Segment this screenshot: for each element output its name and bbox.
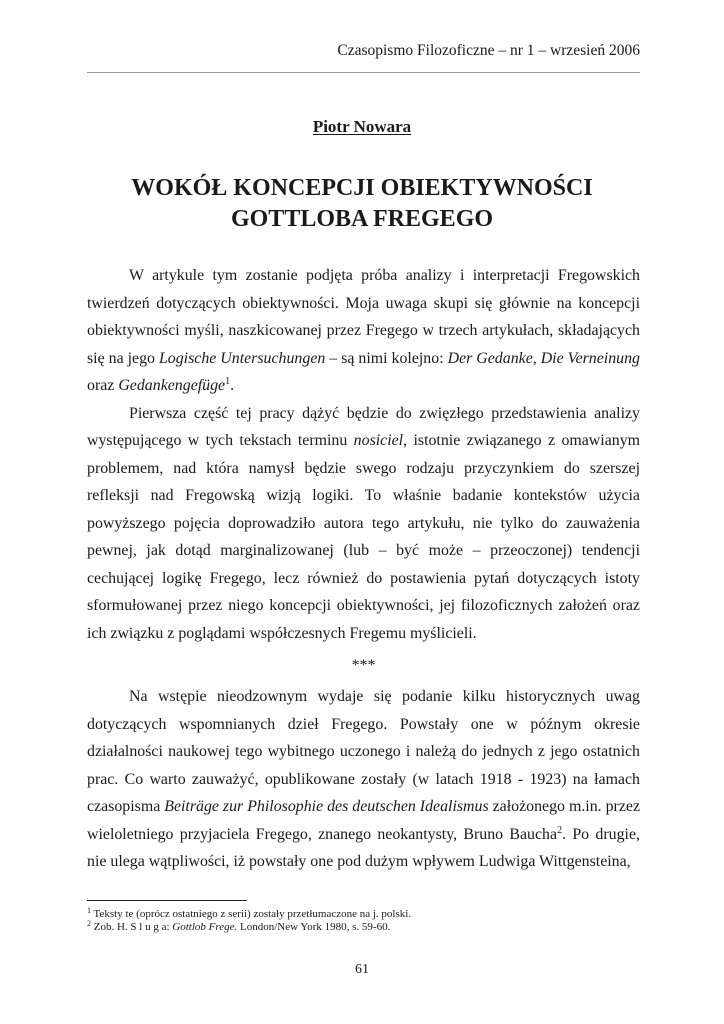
- footnote-2: [87, 921, 640, 934]
- paragraph-1: [87, 262, 640, 400]
- footnote-1: [87, 908, 640, 921]
- paragraph-2: [87, 400, 640, 648]
- section-separator: ***: [351, 657, 376, 674]
- footnote-2-text-a: Zob. H. S l u g a:: [91, 921, 173, 933]
- header-rule: [87, 72, 640, 73]
- footnote-rule: [87, 900, 247, 901]
- p2-italic-a: nosiciel: [353, 432, 404, 449]
- footnotes: [87, 908, 640, 934]
- footnote-1-text: Teksty te (oprócz ostatniego z serii) zostały przetłumaczone na j. polski.: [91, 908, 412, 920]
- p1-italic-b: Der Gedanke: [447, 349, 533, 367]
- title-line-1: WOKÓŁ KONCEPCJI OBIEKTYWNOŚCI: [131, 175, 593, 201]
- p2-text-a: Pierwsza część tej pracy dążyć będzie do zwięzłego przedstawienia analizy występującego w tych tekstach terminu: [87, 404, 640, 449]
- p1-text-a: W artykule tym zostanie podjęta próba analizy i interpretacji Fregowskich twierdzeń dotyczących obiektywności. Moja uwaga skupi się głównie na koncepcji obiektywności myśli, naszkicowanej przez Fregego w trzech artykułach, składających się na jego: [87, 267, 640, 367]
- page-number: 61: [355, 962, 369, 977]
- p1-text-d: oraz: [87, 377, 119, 394]
- paragraph-3: [87, 683, 640, 876]
- p3-text-c: . Po drugie, nie ulega wątpliwości, iż powstały one pod dużym wpływem Ludwiga Wittgensteina,: [87, 825, 640, 870]
- title-line-2: GOTTLOBA FREGEGO: [230, 206, 494, 232]
- footnote-1-number: 1: [87, 906, 91, 915]
- journal-title: Czasopismo Filozoficzne – nr 1 – wrzesień 2006: [337, 42, 640, 59]
- p1-text-b: – są nimi kolejno:: [325, 349, 448, 367]
- footnote-ref-2[interactable]: 2: [557, 824, 563, 836]
- p1-text-e: .: [230, 377, 235, 394]
- p1-italic-d: Gedankengefüge: [118, 377, 226, 394]
- p1-text-c: ,: [532, 349, 541, 367]
- author-name: [0, 117, 724, 137]
- p3-italic-a: Beiträge zur Philosophie des deutschen Idealismus: [164, 798, 489, 815]
- p3-text-a: Na wstępie nieodzownym wydaje się podanie kilku historycznych uwag dotyczących wspomnianych dzieł Fregego. Powstały one w późnym okresie działalności naukowej tego wybitnego uczonego i należą do jednych z jego ostatnich prac. Co warto zauważyć, opublikowane zostały (w latach 1918 - 1923) na łamach czasopisma: [87, 688, 640, 815]
- p3-text-b: założonego m.in. przez wieloletniego przyjaciela Fregego, znanego neokantysty, Bruno Baucha: [87, 798, 641, 843]
- p2-text-b: , istotnie związanego z omawianym problemem, nad która namysł będzie swego rodzaju przyczynkiem do szerszej refleksji nad Fregowską wizją logiki. To właśnie badanie kontekstów użycia powyższego pojęcia doprowadziło autora tego artykułu, nie tylko do zauważenia pewnej, jak dotąd marginalizowanej (lub – być może – przeoczonej) tendencji cechującej logikę Fregego, lecz również do postawienia pytań dotyczących istoty sformułowanej przez niego koncepcji obiektywności, jej filozoficznych założeń oraz ich związku z poglądami współczesnych Fregemu myślicieli.: [87, 432, 640, 642]
- article-title: [0, 173, 724, 235]
- article-body: [87, 262, 640, 876]
- footnote-ref-1[interactable]: 1: [225, 376, 231, 387]
- footnote-2-italic: Gottlob Frege.: [172, 921, 238, 933]
- footnote-2-number: 2: [87, 919, 91, 928]
- p1-italic-a: Logische Untersuchungen: [158, 349, 326, 367]
- p1-italic-c: Die Verneinung: [540, 349, 640, 367]
- footnote-2-text-b: London/New York 1980, s. 59-60.: [237, 921, 391, 933]
- author-name-text: Piotr Nowara: [312, 117, 412, 136]
